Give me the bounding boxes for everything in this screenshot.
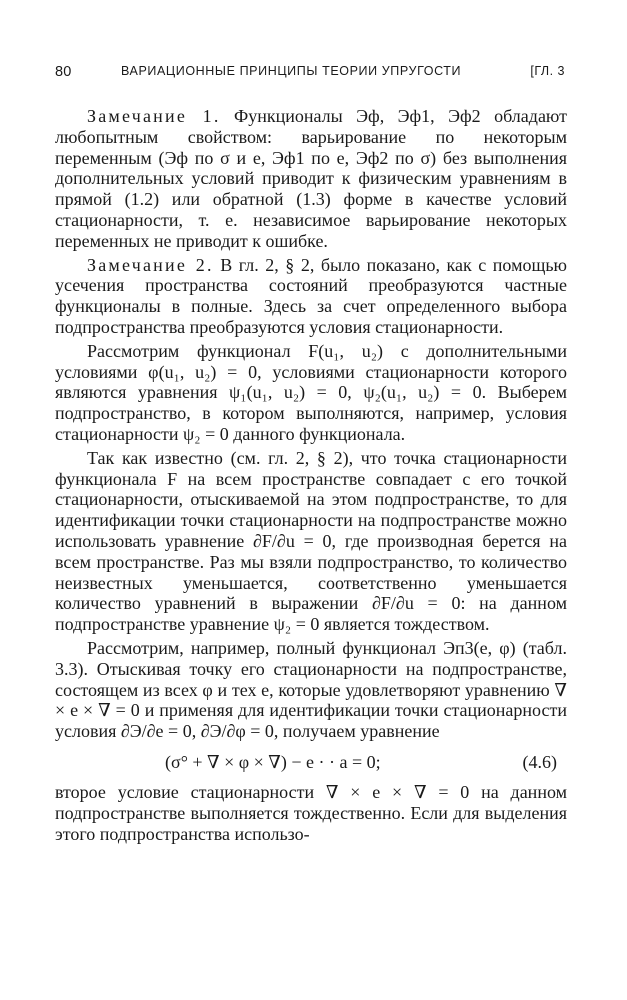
- equation-number: (4.6): [522, 751, 557, 772]
- continuation-paragraph: второе условие стационарности ∇ × e × ∇ = 0 на данном подпространстве выполняется тождественно. Если для выделения этого подпространства использо-: [55, 781, 567, 844]
- remark-1-paragraph: [55, 106, 567, 252]
- running-title: ВАРИАЦИОННЫЕ ПРИНЦИПЫ ТЕОРИИ УПРУГОСТИ: [121, 64, 462, 78]
- example-paragraph: Рассмотрим, например, полный функционал Эп3(e, φ) (табл. 3.3). Отыскивая точку его стационарности на подпространстве, состоящем из всех φ и тех e, которые удовлетворяют уравнению ∇ × e × ∇ = 0 и применяя для идентификации точки стационарности условия ∂Э/∂e = 0, ∂Э/∂φ = 0, получаем уравнение: [55, 637, 567, 742]
- remark-1-text: Функционалы Эф, Эф1, Эф2 обладают любопытным свойством: варьирование по некоторым переменным (Эф по σ и e, Эф1 по e, Эф2 по σ) без выполнения дополнительных условий приводит к физическим уравнениям в прямой (1.2) или обратной (1.3) форме в качестве условий стационарности, т. е. независимое варьирование некоторых переменных не приводит к ошибке.: [55, 106, 568, 251]
- page-number: 80: [55, 64, 72, 80]
- equation-4-6: [55, 744, 567, 780]
- page-body: [55, 106, 567, 844]
- remark-2-heading: Замечание 2.: [87, 254, 214, 275]
- chapter-label: [ГЛ. 3: [530, 64, 565, 78]
- functional-paragraph: Рассмотрим функционал F(u₁, u₂) с дополнительными условиями φ(u₁, u₂) = 0, условиями стационарности которого являются уравнения ψ₁(u₁, u₂) = 0, ψ₂(u₁, u₂) = 0. Выберем подпространство, в котором выполняются, например, условия стационарности ψ₂ = 0 данного функционала.: [55, 340, 567, 444]
- equation-expression: (σ° + ∇ × φ × ∇) − e · · a = 0;: [165, 751, 381, 772]
- remark-2-paragraph: [55, 255, 567, 338]
- remark-2-text: В гл. 2, § 2, было показано, как с помощью усечения пространства состояний преобразуются частные функционалы в полные. Здесь за счет определенного выбора подпространства преобразуются условия стационарности.: [55, 254, 567, 337]
- remark-1-heading: Замечание 1.: [87, 106, 221, 126]
- stationarity-paragraph: Так как известно (см. гл. 2, § 2), что точка стационарности функционала F на всем пространстве совпадает с его точкой стационарности, отыскиваемой на этом подпространстве, то для идентификации точки стационарности на подпространстве можно использовать уравнение ∂F/∂u = 0, где производная берется на всем пространстве. Раз мы взяли подпространство, то количество неизвестных уменьшается, соответственно уменьшается количество уравнений в выражении ∂F/∂u = 0: на данном подпространстве уравнение ψ₂ = 0 является тождеством.: [55, 447, 567, 635]
